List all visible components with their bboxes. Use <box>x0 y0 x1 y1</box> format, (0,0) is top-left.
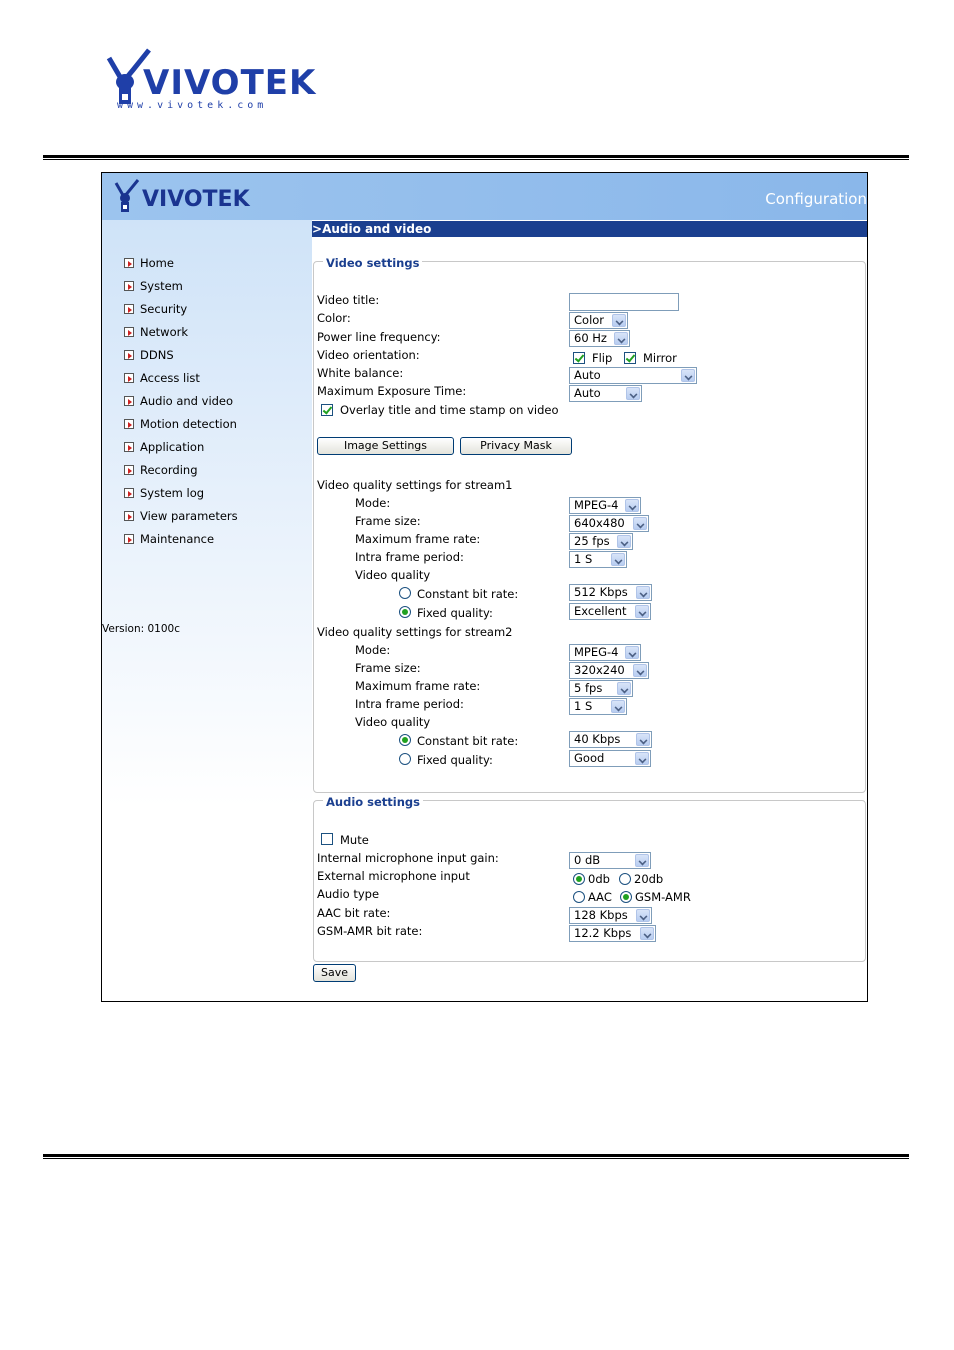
arrow-right-icon <box>124 534 134 544</box>
chevron-down-icon <box>611 553 625 566</box>
sidebar-item-application[interactable]: Application <box>124 439 204 455</box>
stream1-frame-size-select[interactable]: 640x480 <box>569 515 649 532</box>
chevron-down-icon <box>611 700 625 713</box>
stream2-cbr-radio[interactable] <box>399 734 411 746</box>
section-title: Audio and video <box>322 222 432 236</box>
video-title-label: Video title: <box>317 293 380 307</box>
overlay-label: Overlay title and time stamp on video <box>340 403 559 417</box>
stream1-cbr-label: Constant bit rate: <box>417 587 519 601</box>
chevron-down-icon <box>635 605 649 618</box>
stream1-cbr-radio[interactable] <box>399 587 411 599</box>
external-20db-radio[interactable] <box>619 873 631 885</box>
stream1-max-rate-label: Maximum frame rate: <box>355 532 481 546</box>
arrow-right-icon <box>124 327 134 337</box>
stream2-fixed-radio[interactable] <box>399 753 411 765</box>
sidebar-item-recording[interactable]: Recording <box>124 462 198 478</box>
logo-wordmark: VIVOTEK <box>143 63 317 103</box>
stream2-intra-label: Intra frame period: <box>355 697 464 711</box>
mute-checkbox[interactable] <box>321 833 333 845</box>
section-title-bar <box>312 221 867 237</box>
sidebar-item-audio-video[interactable]: Audio and video <box>124 393 233 409</box>
save-button[interactable]: Save <box>313 964 356 982</box>
stream2-max-rate-select[interactable]: 5 fps <box>569 680 633 697</box>
stream1-fixed-radio[interactable] <box>399 606 411 618</box>
audio-type-aac-radio[interactable] <box>573 891 585 903</box>
flip-checkbox[interactable] <box>573 352 585 364</box>
gsm-rate-label: GSM-AMR bit rate: <box>317 924 423 938</box>
arrow-right-icon <box>124 281 134 291</box>
flip-label: Flip <box>592 351 613 365</box>
stream1-fixed-label: Fixed quality: <box>417 606 493 620</box>
stream2-heading: Video quality settings for stream2 <box>317 625 513 639</box>
external-20db-label: 20db <box>634 872 664 886</box>
banner-logo: VIVOTEK <box>142 187 250 212</box>
stream2-intra-select[interactable]: 1 S <box>569 698 627 715</box>
mute-label: Mute <box>340 833 369 847</box>
stream1-max-rate-select[interactable]: 25 fps <box>569 533 633 550</box>
arrow-right-icon <box>124 442 134 452</box>
stream1-heading: Video quality settings for stream1 <box>317 478 513 492</box>
aac-rate-select[interactable]: 128 Kbps <box>569 907 652 924</box>
arrow-right-icon <box>124 465 134 475</box>
sidebar-item-home[interactable]: Home <box>124 255 174 271</box>
chevron-down-icon <box>625 646 639 659</box>
audio-type-label: Audio type <box>317 887 380 901</box>
sidebar-item-ddns[interactable]: DDNS <box>124 347 174 363</box>
chevron-down-icon <box>633 517 647 530</box>
sidebar-item-view-parameters[interactable]: View parameters <box>124 508 238 524</box>
arrow-right-icon <box>124 488 134 498</box>
stream2-fixed-select[interactable]: Good <box>569 750 651 767</box>
audio-settings-legend: Audio settings <box>323 795 423 809</box>
external-0db-label: 0db <box>588 872 610 886</box>
config-window <box>101 172 868 1002</box>
vivotek-document-logo <box>105 48 315 114</box>
external-mic-label: External microphone input <box>317 869 470 883</box>
orientation-label: Video orientation: <box>317 348 420 362</box>
gsm-rate-select[interactable]: 12.2 Kbps <box>569 925 656 942</box>
chevron-down-icon <box>633 664 647 677</box>
chevron-down-icon <box>635 752 649 765</box>
chevron-right-icon: > <box>312 222 323 236</box>
stream1-quality-label: Video quality <box>355 568 431 582</box>
chevron-down-icon <box>617 535 631 548</box>
arrow-right-icon <box>124 396 134 406</box>
footer-rule <box>43 1154 909 1159</box>
logo-url: www.vivotek.com <box>117 100 268 111</box>
stream1-frame-size-label: Frame size: <box>355 514 421 528</box>
stream1-mode-select[interactable]: MPEG-4 <box>569 497 641 514</box>
arrow-right-icon <box>124 373 134 383</box>
audio-type-aac-label: AAC <box>588 890 612 904</box>
sidebar-item-network[interactable]: Network <box>124 324 188 340</box>
chevron-down-icon <box>625 499 639 512</box>
chevron-down-icon <box>626 387 640 400</box>
power-line-select[interactable]: 60 Hz <box>569 330 630 347</box>
exposure-select[interactable]: Auto <box>569 385 642 402</box>
audio-type-gsm-label: GSM-AMR <box>635 890 691 904</box>
stream1-fixed-select[interactable]: Excellent <box>569 603 651 620</box>
arrow-right-icon <box>124 258 134 268</box>
chevron-down-icon <box>636 733 650 746</box>
video-settings-legend: Video settings <box>323 256 422 270</box>
white-balance-label: White balance: <box>317 366 404 380</box>
stream2-frame-size-select[interactable]: 320x240 <box>569 662 649 679</box>
external-0db-radio[interactable] <box>573 873 585 885</box>
internal-gain-label: Internal microphone input gain: <box>317 851 499 865</box>
header-rule <box>43 155 909 160</box>
sidebar <box>102 220 312 1002</box>
sidebar-item-system-log[interactable]: System log <box>124 485 204 501</box>
banner <box>102 173 867 220</box>
color-label: Color: <box>317 311 351 325</box>
chevron-down-icon <box>636 586 650 599</box>
stream2-cbr-select[interactable]: 40 Kbps <box>569 731 652 748</box>
power-line-label: Power line frequency: <box>317 330 441 344</box>
sidebar-item-security[interactable]: Security <box>124 301 187 317</box>
arrow-right-icon <box>124 511 134 521</box>
sidebar-item-motion-detection[interactable]: Motion detection <box>124 416 237 432</box>
stream1-intra-label: Intra frame period: <box>355 550 464 564</box>
stream1-intra-select[interactable]: 1 S <box>569 551 627 568</box>
audio-type-gsm-radio[interactable] <box>620 891 632 903</box>
video-title-input[interactable] <box>569 293 679 311</box>
chevron-down-icon <box>614 332 628 345</box>
arrow-right-icon <box>124 304 134 314</box>
stream1-mode-label: Mode: <box>355 496 391 510</box>
exposure-label: Maximum Exposure Time: <box>317 384 467 398</box>
privacy-mask-button[interactable]: Privacy Mask <box>460 437 572 455</box>
chevron-down-icon <box>681 369 695 382</box>
overlay-checkbox[interactable] <box>321 404 333 416</box>
chevron-down-icon <box>640 927 654 940</box>
stream1-cbr-select[interactable]: 512 Kbps <box>569 584 652 601</box>
stream2-quality-label: Video quality <box>355 715 431 729</box>
sidebar-item-system[interactable]: System <box>124 278 183 294</box>
stream2-cbr-label: Constant bit rate: <box>417 734 519 748</box>
firmware-version: Version: 0100c <box>102 623 180 635</box>
stream2-mode-label: Mode: <box>355 643 391 657</box>
chevron-down-icon <box>612 314 626 327</box>
internal-gain-select[interactable]: 0 dB <box>569 852 651 869</box>
stream2-fixed-label: Fixed quality: <box>417 753 493 767</box>
aac-rate-label: AAC bit rate: <box>317 906 391 920</box>
stream2-max-rate-label: Maximum frame rate: <box>355 679 481 693</box>
chevron-down-icon <box>635 854 649 867</box>
sidebar-item-maintenance[interactable]: Maintenance <box>124 531 214 547</box>
vivotek-mascot-icon <box>114 179 140 213</box>
chevron-down-icon <box>617 682 631 695</box>
arrow-right-icon <box>124 350 134 360</box>
color-select[interactable]: Color <box>569 312 628 329</box>
white-balance-select[interactable]: Auto <box>569 367 697 384</box>
sidebar-item-access-list[interactable]: Access list <box>124 370 200 386</box>
banner-title: Configuration <box>765 190 867 208</box>
arrow-right-icon <box>124 419 134 429</box>
image-settings-button[interactable]: Image Settings <box>317 437 454 455</box>
chevron-down-icon <box>636 909 650 922</box>
stream2-frame-size-label: Frame size: <box>355 661 421 675</box>
stream2-mode-select[interactable]: MPEG-4 <box>569 644 641 661</box>
mirror-label: Mirror <box>643 351 677 365</box>
mirror-checkbox[interactable] <box>624 352 636 364</box>
